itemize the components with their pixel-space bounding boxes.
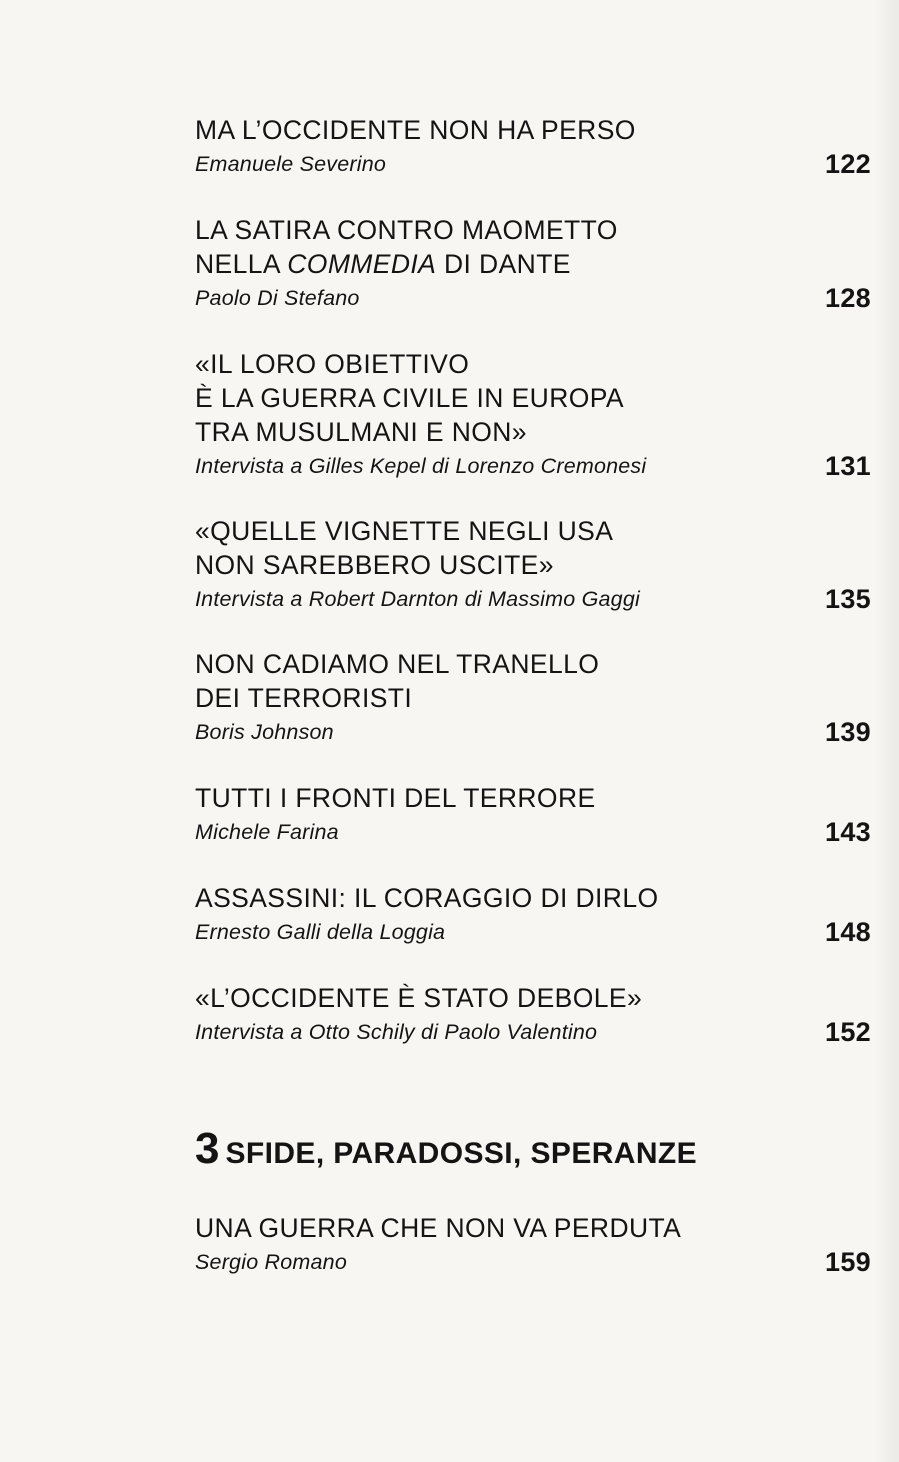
entry-title: [195, 1211, 871, 1245]
toc-entry: [195, 647, 871, 749]
toc-entry: [195, 1211, 871, 1279]
entry-title: [195, 647, 871, 715]
section-number: 3: [195, 1124, 220, 1173]
toc-entry: [195, 213, 871, 315]
entry-author: Michele Farina: [195, 820, 339, 844]
entry-author-row: [195, 915, 871, 949]
entry-title: [195, 113, 871, 147]
entry-author-row: [195, 582, 871, 616]
toc-entry: [195, 113, 871, 181]
section-heading: [195, 1118, 697, 1185]
entry-title-fragment: DI DANTE: [436, 249, 571, 279]
entry-page-number: 139: [825, 717, 871, 747]
toc-entry: [195, 514, 871, 616]
page-edge-shadow: [873, 0, 899, 1462]
entry-page-number: 148: [825, 917, 871, 947]
entry-title: [195, 981, 871, 1015]
entry-title: [195, 881, 871, 915]
entry-title-line: «QUELLE VIGNETTE NEGLI USA: [195, 516, 614, 546]
entry-author: Intervista a Gilles Kepel di Lorenzo Cremonesi: [195, 454, 647, 478]
entry-author-row: [195, 449, 871, 483]
entry-author-row: [195, 281, 871, 315]
toc-entry: [195, 781, 871, 849]
entry-title: [195, 347, 871, 449]
entry-title-line: LA SATIRA CONTRO MAOMETTO: [195, 215, 618, 245]
entry-author: Emanuele Severino: [195, 152, 387, 176]
entry-title: [195, 781, 871, 815]
entry-title: [195, 514, 871, 582]
entry-title-line: MA L’OCCIDENTE NON HA PERSO: [195, 115, 636, 145]
entry-page-number: 122: [825, 149, 871, 179]
entry-title-line: [195, 247, 871, 281]
entry-title-fragment: NELLA: [195, 249, 288, 279]
entry-author: Paolo Di Stefano: [195, 286, 360, 310]
entry-title-line: È LA GUERRA CIVILE IN EUROPA: [195, 383, 624, 413]
entry-page-number: 131: [825, 451, 871, 481]
entry-page-number: 159: [825, 1247, 871, 1277]
entry-page-number: 135: [825, 584, 871, 614]
entry-title-line: DEI TERRORISTI: [195, 683, 413, 713]
entry-page-number: 152: [825, 1017, 871, 1047]
entry-author-row: [195, 1245, 871, 1279]
entry-author: Intervista a Otto Schily di Paolo Valentino: [195, 1020, 598, 1044]
entry-author-row: [195, 1015, 871, 1049]
entry-author: Boris Johnson: [195, 720, 334, 744]
toc-entry: [195, 881, 871, 949]
entry-title-line: «L’OCCIDENTE È STATO DEBOLE»: [195, 983, 643, 1013]
entry-page-number: 128: [825, 283, 871, 313]
entry-author: Intervista a Robert Darnton di Massimo Gaggi: [195, 587, 640, 611]
toc-entry: [195, 347, 871, 483]
entry-title-line: NON SAREBBERO USCITE»: [195, 550, 554, 580]
entry-page-number: 143: [825, 817, 871, 847]
entry-title-line: «IL LORO OBIETTIVO: [195, 349, 470, 379]
entry-title-line: ASSASSINI: IL CORAGGIO DI DIRLO: [195, 883, 659, 913]
section-title: SFIDE, PARADOSSI, SPERANZE: [225, 1137, 698, 1170]
entry-title-line: TUTTI I FRONTI DEL TERRORE: [195, 783, 596, 813]
toc-entry: [195, 981, 871, 1049]
entry-author-row: [195, 147, 871, 181]
entry-author-row: [195, 815, 871, 849]
entry-author-row: [195, 715, 871, 749]
entry-title-line: TRA MUSULMANI E NON»: [195, 417, 527, 447]
entry-author: Ernesto Galli della Loggia: [195, 920, 446, 944]
entry-title-italic-fragment: COMMEDIA: [287, 249, 437, 279]
entry-title: [195, 213, 871, 281]
entry-author: Sergio Romano: [195, 1250, 347, 1274]
entry-title-line: UNA GUERRA CHE NON VA PERDUTA: [195, 1213, 682, 1243]
entry-title-line: NON CADIAMO NEL TRANELLO: [195, 649, 600, 679]
